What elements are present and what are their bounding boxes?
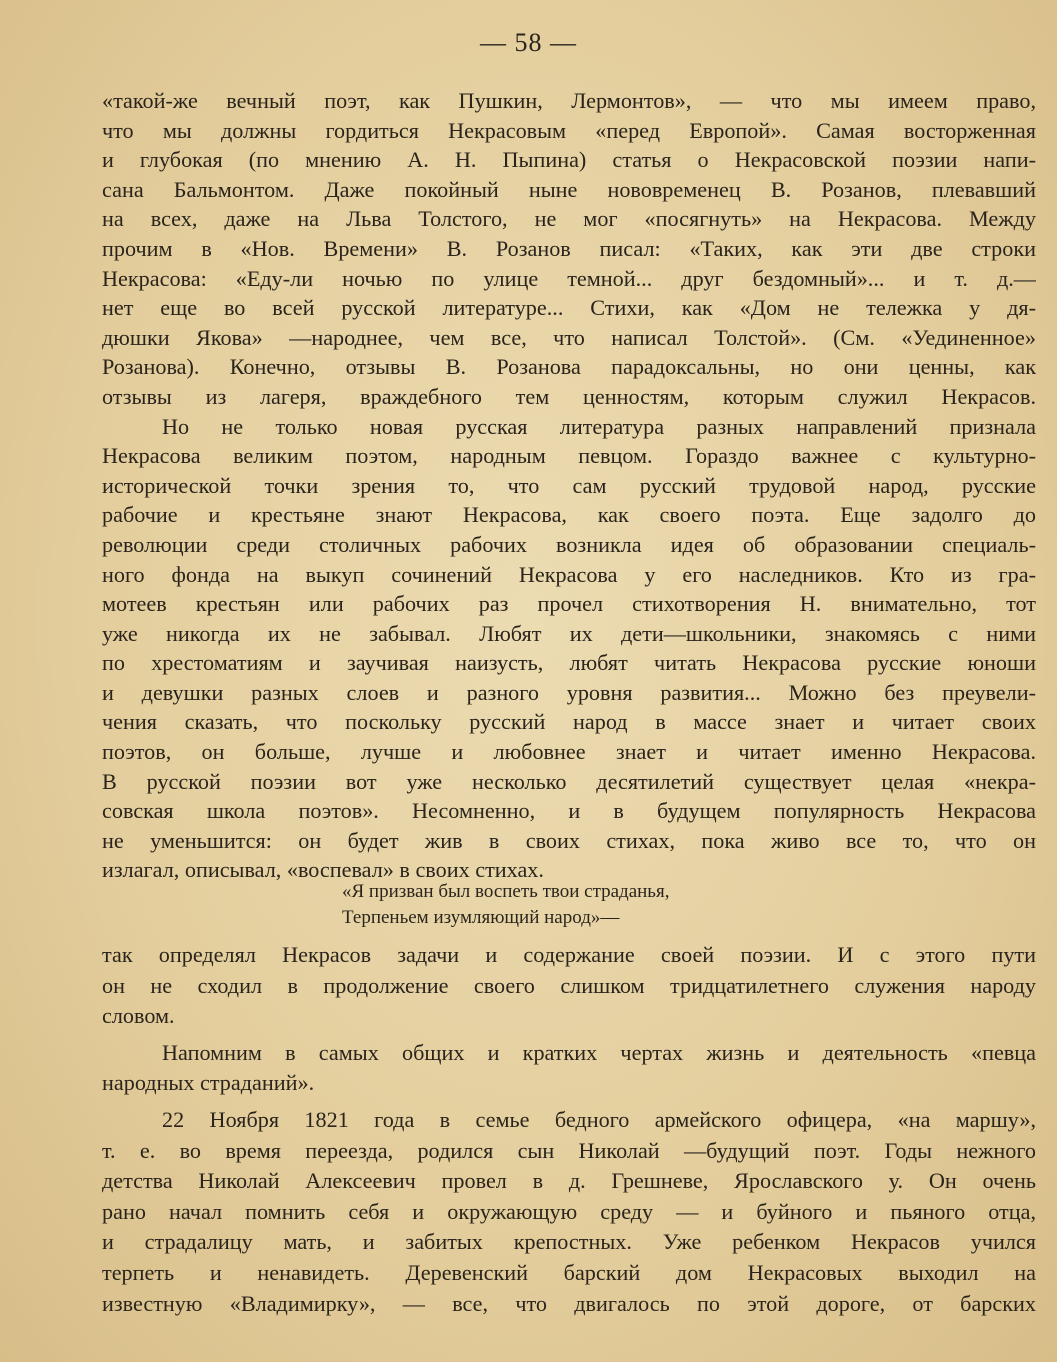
text-line: что мы должны гордиться Некрасовым «перед Европой». Самая восторженная — [102, 117, 1036, 143]
text-line: чения сказать, что поскольку русский народ в массе знает и читает своих — [102, 709, 1036, 735]
text-line: он не сходил в продолжение своего слишком тридцатилетнего служения народу — [102, 972, 1036, 998]
text-line: излагал, описывал, «воспевал» в своих стихах. — [102, 857, 544, 883]
text-line: Но не только новая русская литература разных направлений признала — [162, 413, 1036, 439]
text-line: ного фонда на выкуп сочинений Некрасова у его наследников. Кто из гра- — [102, 561, 1036, 587]
text-line: дюшки Якова» —народнее, чем все, что написал Толстой». (См. «Уединенное» — [102, 324, 1036, 350]
text-line: Розанова). Конечно, отзывы В. Розанова парадоксальны, но они ценны, как — [102, 354, 1036, 380]
text-line: мотеев крестьян или рабочих раз прочел стихотворения Н. внимательно, тот — [102, 591, 1036, 617]
page-number: — 58 — — [480, 28, 577, 57]
text-line: нет еще во всей русской литературе... Стихи, как «Дом не тележка у дя- — [102, 295, 1036, 321]
text-line: народных страданий». — [102, 1070, 315, 1096]
text-line: рано начал помнить себя и окружающую среду — и буйного и пьяного отца, — [102, 1198, 1036, 1224]
text-line: Напомним в самых общих и кратких чертах жизнь и деятельность «певца — [162, 1039, 1036, 1065]
text-line: и страдалицу мать, и забитых крепостных. Уже ребенком Некрасов учился — [102, 1229, 1036, 1255]
text-line: не уменьшится: он будет жив в своих стихах, пока живо все то, что он — [102, 827, 1036, 853]
text-line: детства Николай Алексеевич провел в д. Грешневе, Ярославского у. Он очень — [102, 1168, 1036, 1194]
text-line: терпеть и ненавидеть. Деревенский барский дом Некрасовых выходил на — [102, 1259, 1036, 1285]
text-line: на всех, даже на Льва Толстого, не мог «посягнуть» на Некрасова. Между — [102, 206, 1036, 232]
verse-line-1: «Я призван был воспеть твои страданья, — [342, 881, 670, 902]
text-line: исторической точки зрения то, что сам русский трудовой народ, русские — [102, 472, 1036, 498]
text-line: «такой-же вечный поэт, как Пушкин, Лермонтов», — что мы имеем право, — [102, 88, 1036, 113]
text-line: по хрестоматиям и заучивая наизусть, любят читать Некрасова русские юноши — [102, 650, 1036, 676]
text-line: сана Бальмонтом. Даже покойный ныне нововременец В. Розанов, плевавший — [102, 176, 1036, 202]
text-line: отзывы из лагеря, враждебного тем ценностям, которым служил Некрасов. — [102, 383, 1036, 409]
text-line: революции среди столичных рабочих возникла идея об образовании специаль- — [102, 531, 1036, 557]
text-line: известную «Владимирку», — все, что двигалось по этой дороге, от барских — [102, 1290, 1036, 1316]
text-line: уже никогда их не забывал. Любят их дети—школьники, знакомясь с ними — [102, 620, 1036, 646]
text-line: Некрасова великим поэтом, народным певцом. Гораздо важнее с культурно- — [102, 443, 1036, 469]
verse-line-2: Терпеньем изумляющий народ»— — [342, 907, 620, 928]
text-line: поэтов, он больше, лучше и любовнее знает и читает именно Некрасова. — [102, 739, 1036, 765]
text-block-2 — [102, 940, 1036, 1319]
text-line: прочим в «Нов. Времени» В. Розанов писал: «Таких, как эти две строки — [102, 235, 1036, 261]
text-line: рабочие и крестьяне знают Некрасова, как своего поэта. Еще задолго до — [102, 502, 1036, 528]
text-line: и девушки разных слоев и разного уровня развития... Можно без преувели- — [102, 679, 1036, 705]
text-line: и глубокая (по мнению А. Н. Пыпина) статья о Некрасовской поэзии напи- — [102, 147, 1036, 173]
text-line: совская школа поэтов». Несомненно, и в будущем популярность Некрасова — [102, 798, 1036, 824]
text-block-1 — [102, 86, 1036, 885]
text-line: В русской поэзии вот уже несколько десятилетий существует целая «некра- — [102, 768, 1036, 794]
text-line: Некрасова: «Еду-ли ночью по улице темной... друг бездомный»... и т. д.— — [102, 265, 1036, 291]
text-line: т. е. во время переезда, родился сын Николай —будущий поэт. Годы нежного — [102, 1137, 1036, 1163]
text-line: так определял Некрасов задачи и содержание своей поэзии. И с этого пути — [102, 942, 1036, 967]
text-line: 22 Ноября 1821 года в семье бедного армейского офицера, «на маршу», — [162, 1106, 1036, 1132]
text-line: словом. — [102, 1003, 175, 1029]
